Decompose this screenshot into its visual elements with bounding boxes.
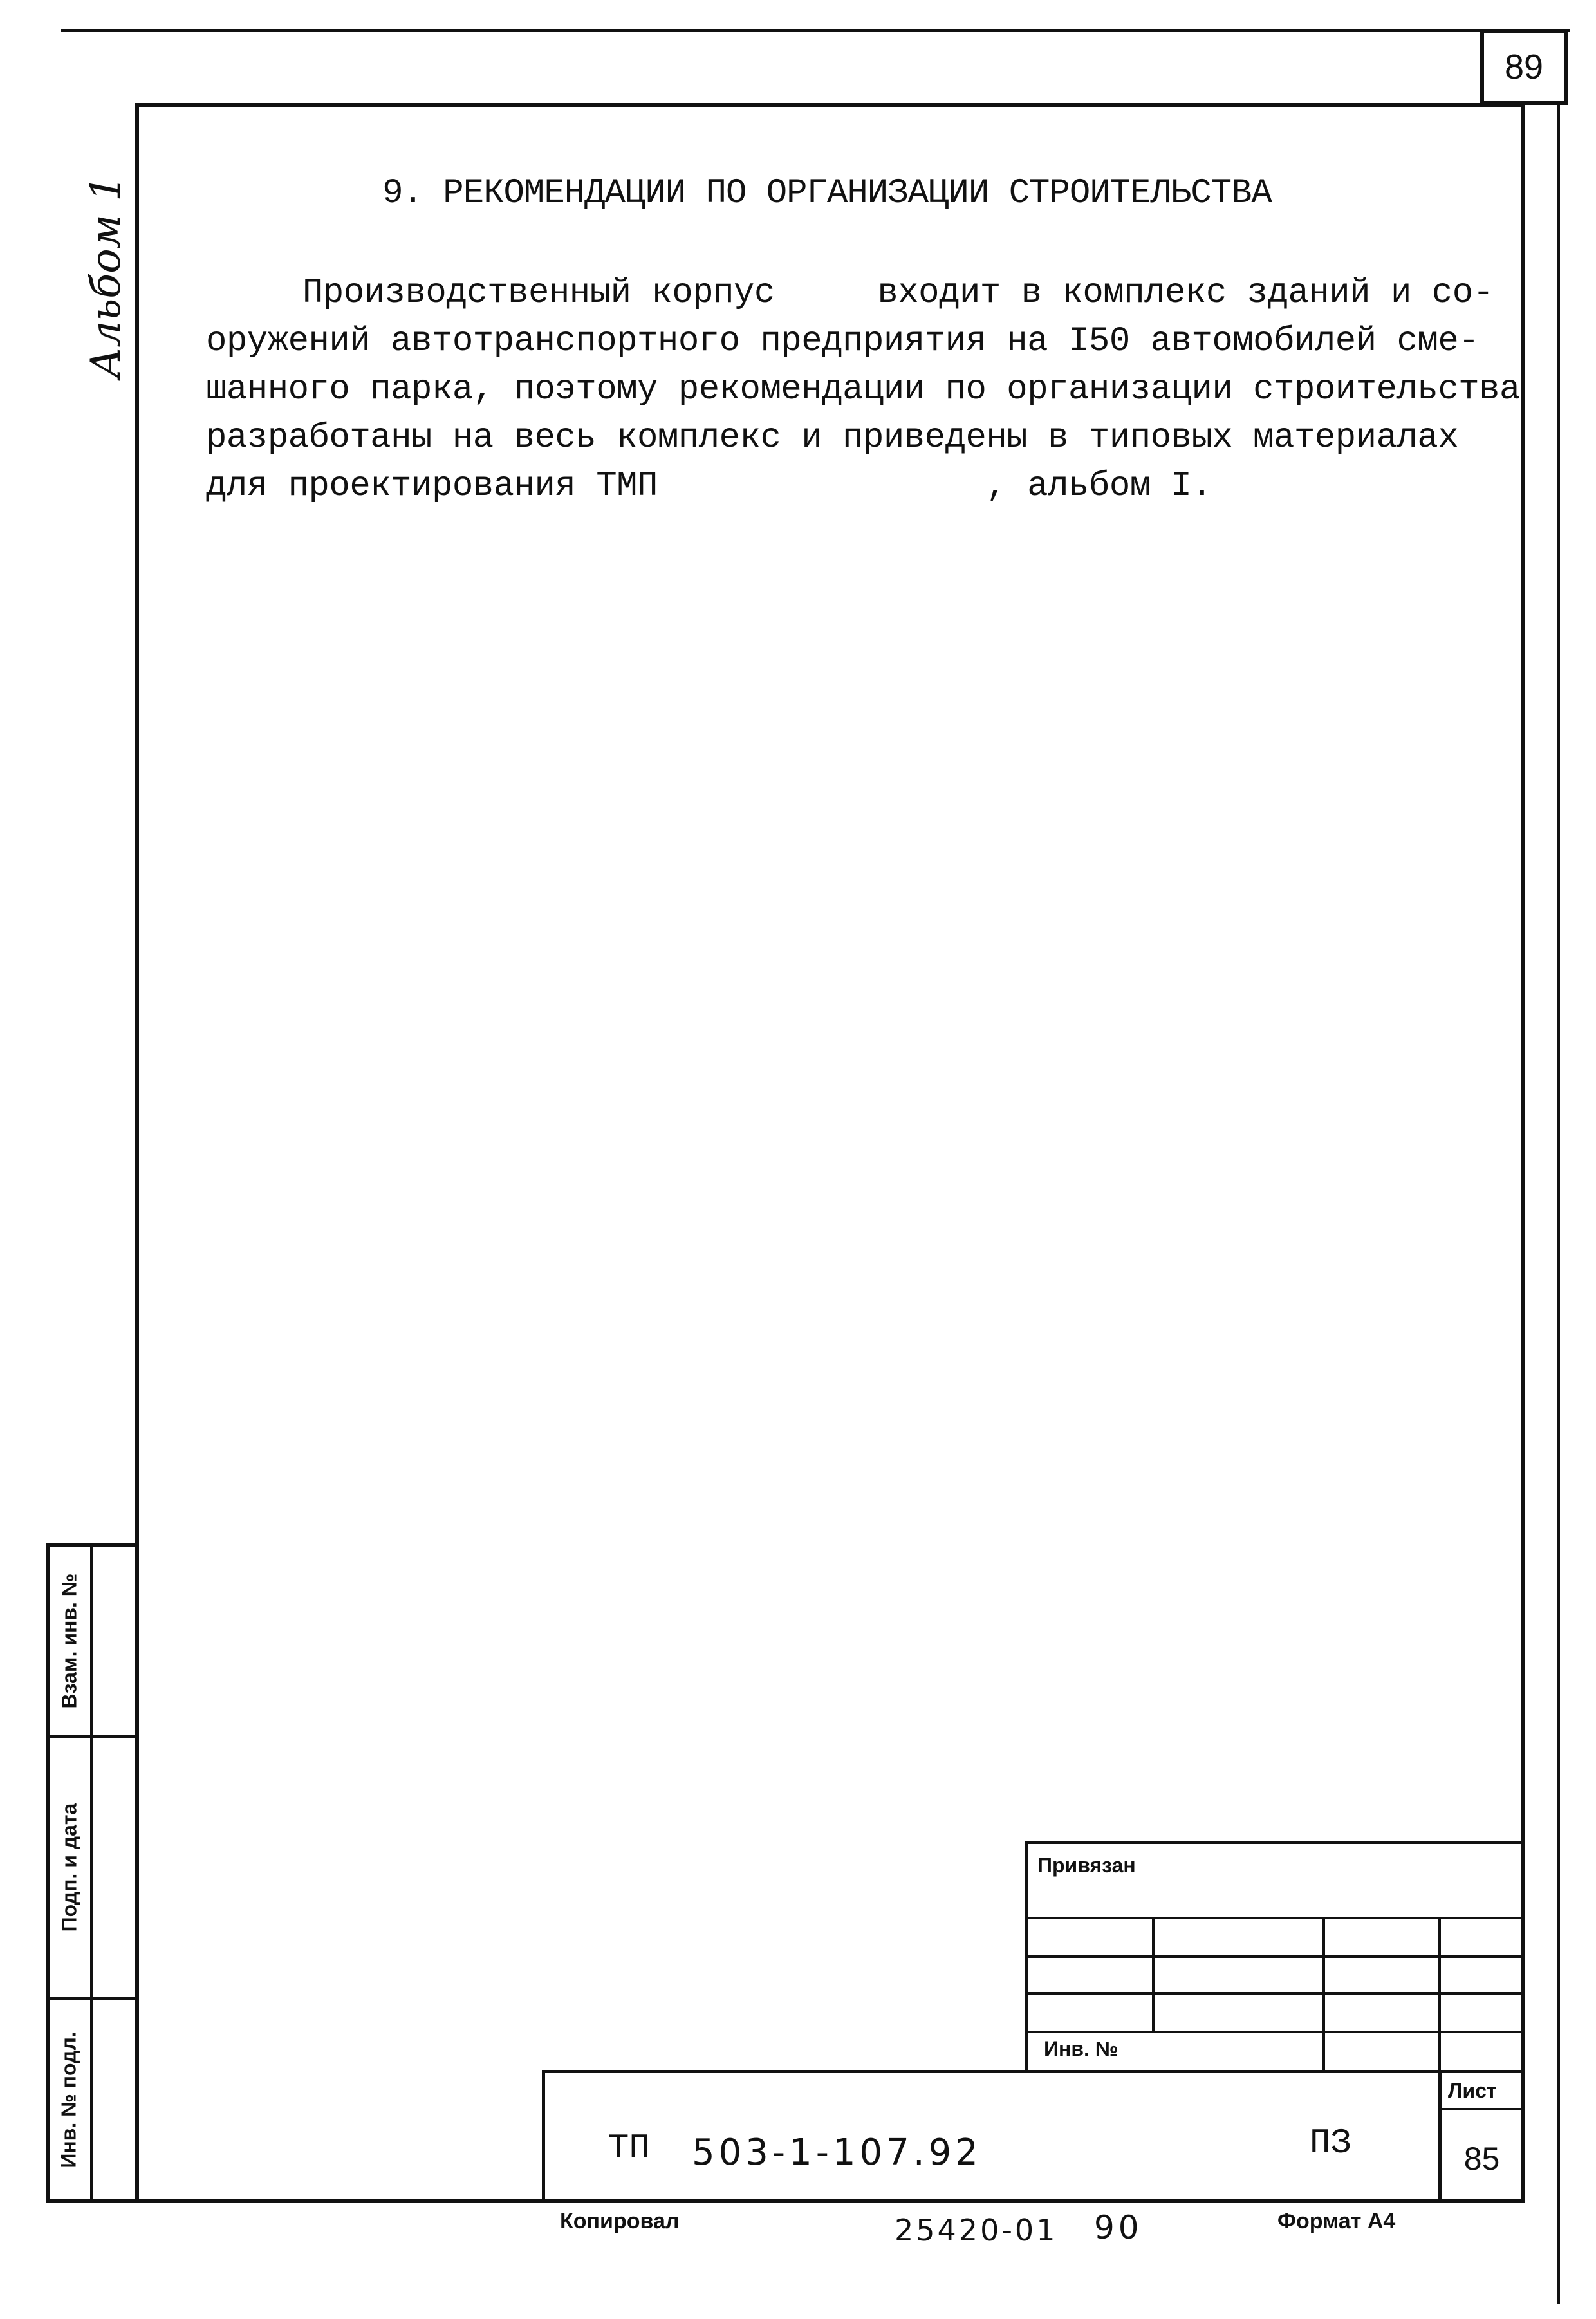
top-rule — [61, 29, 1570, 32]
body-line: для проектирования ТМП , альбом I. — [206, 467, 1212, 506]
footer-order-suffix: 90 — [1094, 2209, 1143, 2246]
side-label-inv-podl — [48, 2000, 90, 2199]
frame-top-border — [135, 103, 1525, 107]
stamp-sheet-number: 85 — [1463, 2141, 1500, 2177]
page-number: 89 — [1480, 29, 1568, 105]
stamp-rule — [1438, 1917, 1441, 2072]
footer-format: Формат А4 — [1277, 2209, 1396, 2233]
body-line: оружений автотранспортного предприятия на I50 автомобилей сме- — [206, 322, 1480, 361]
frame-right-border — [1521, 103, 1525, 2203]
body-line: разработаны на весь комплекс и приведены в типовых материалах — [206, 418, 1459, 458]
frame-left-border — [135, 103, 139, 2201]
stamp-rule — [1438, 2070, 1442, 2203]
stamp-rule — [1025, 1955, 1525, 1958]
stamp-inv-no: Инв. № — [1044, 2037, 1118, 2060]
stamp-doc-number: 503-1-107.92 — [692, 2132, 982, 2174]
stamp-rule — [1025, 1992, 1525, 1995]
side-label-vzam-inv — [48, 1547, 90, 1735]
body-line: Производственный корпус входит в комплекс зданий и со- — [302, 274, 1494, 313]
side-strip-divider — [90, 1545, 93, 2203]
stamp-rule — [1025, 2031, 1525, 2033]
frame-bottom-border — [46, 2199, 1525, 2203]
stamp-rule — [542, 2070, 1525, 2073]
stamp-doc-type: ПЗ — [1310, 2124, 1351, 2163]
stamp-rule — [1025, 1917, 1525, 1919]
stamp-rule — [1438, 2108, 1525, 2110]
outer-right-rule — [1557, 103, 1560, 2304]
stamp-privyazan: Привязан — [1037, 1854, 1136, 1877]
section-title: 9. РЕКОМЕНДАЦИИ ПО ОРГАНИЗАЦИИ СТРОИТЕЛЬСТВА — [382, 174, 1272, 213]
side-label-text: Подп. и дата — [57, 1803, 80, 1932]
side-label-text: Взам. инв. № — [57, 1573, 80, 1708]
footer-order-number: 25420-01 — [895, 2213, 1058, 2248]
album-note-text: Альбом 1 — [82, 175, 130, 378]
stamp-tp-prefix: ТП — [608, 2129, 650, 2168]
stamp-rule — [1025, 1841, 1525, 1844]
body-line: шанного парка, поэтому рекомендации по организации строительства — [206, 370, 1520, 409]
stamp-rule — [1152, 1917, 1155, 2031]
footer-kopiroval: Копировал — [560, 2209, 680, 2233]
album-note — [71, 174, 142, 380]
stamp-rule — [1322, 1917, 1325, 2071]
stamp-list-label: Лист — [1448, 2079, 1497, 2102]
side-label-text: Инв. № подл. — [57, 2031, 81, 2168]
side-label-podp-data — [48, 1738, 90, 1997]
stamp-rule — [542, 2070, 545, 2203]
